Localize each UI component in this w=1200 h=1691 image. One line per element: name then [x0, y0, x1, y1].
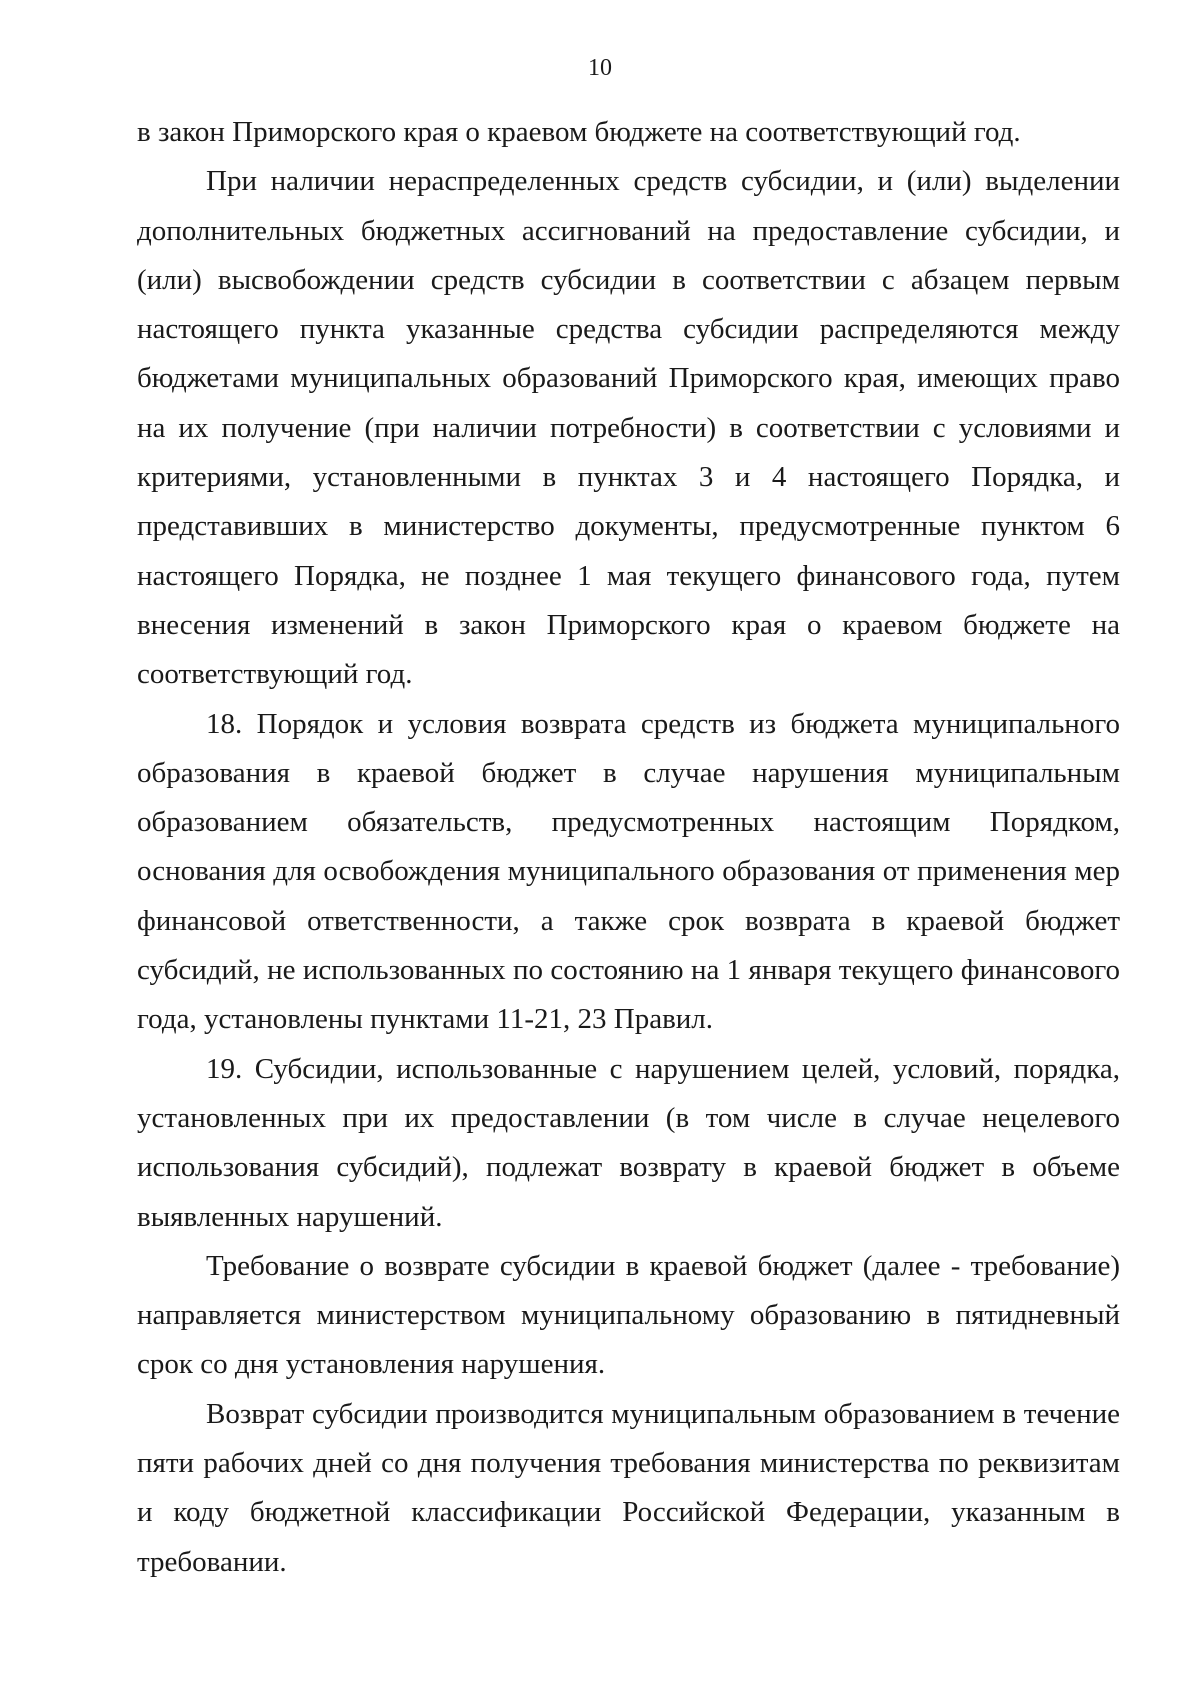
document-body	[137, 108, 1120, 1587]
paragraph-return-requirement: Требование о возврате субсидии в краевой бюджет (далее - требование) направляется министерством муниципальному образованию в пятидневный срок со дня установления нарушения.	[137, 1249, 1120, 1381]
paragraph-continuation: в закон Приморского края о краевом бюджете на соответствующий год.	[137, 116, 1021, 148]
page-number: 10	[588, 55, 612, 81]
paragraph-undistributed-funds: При наличии нераспределенных средств субсидии, и (или) выделении дополнительных бюджетных ассигнований на предоставление субсидии, и (или) высвобождении средств субсидии в соответствии с абзацем первым настоящего пункта указанные средства субсидии распределяются между бюджетами муниципальных образований Приморского края, имеющих право на их получение (при наличии потребности) в соответствии с условиями и критериями, установленными в пунктах 3 и 4 настоящего Порядка, и представивших в министерство документы, предусмотренные пунктом 6 настоящего Порядка, не позднее 1 мая текущего финансового года, путем внесения изменений в закон Приморского края о краевом бюджете на соответствующий год.	[137, 165, 1120, 691]
paragraph-item-19: 19. Субсидии, использованные с нарушением целей, условий, порядка, установленных при их предоставлении (в том числе в случае нецелевого использования субсидий), подлежат возврату в краевой бюджет в объеме выявленных нарушений.	[137, 1052, 1120, 1233]
paragraph-return-procedure: Возврат субсидии производится муниципальным образованием в течение пяти рабочих дней со дня получения требования министерства по реквизитам и коду бюджетной классификации Российской Федерации, указанным в требовании.	[137, 1397, 1120, 1578]
paragraph-item-18: 18. Порядок и условия возврата средств из бюджета муниципального образования в краевой бюджет в случае нарушения муниципальным образованием обязательств, предусмотренных настоящим Порядком, основания для освобождения муниципального образования от применения мер финансовой ответственности, а также срок возврата в краевой бюджет субсидий, не использованных по состоянию на 1 января текущего финансового года, установлены пунктами 11-21, 23 Правил.	[137, 707, 1120, 1036]
